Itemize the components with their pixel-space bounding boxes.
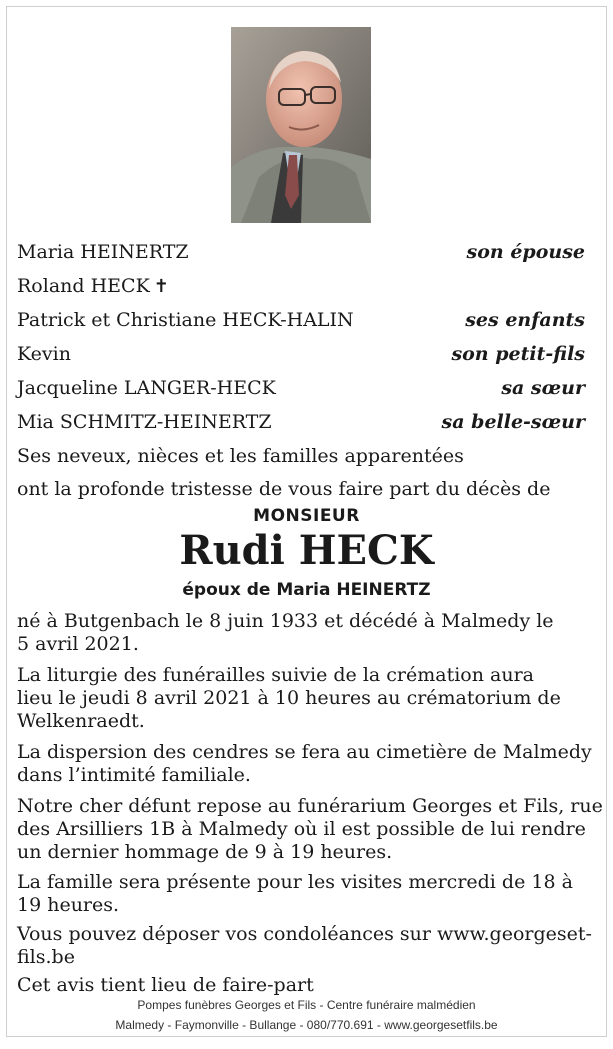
text-line: La dispersion des cendres se fera au cimetière de Malmedy (17, 741, 592, 763)
text-line: La liturgie des funérailles suivie de la crémation aura (17, 664, 534, 686)
paragraph-funeral (17, 664, 592, 733)
family-row (17, 307, 585, 333)
text-line: 5 avril 2021. (17, 633, 139, 655)
family-row (17, 239, 585, 265)
family-name: Roland HECK (17, 275, 150, 297)
intro-line: ont la profonde tristesse de vous faire part du décès de (17, 478, 551, 500)
family-relation: son petit-fils (451, 343, 585, 365)
paragraph-visits (17, 871, 592, 917)
deceased-name: Rudi HECK (179, 527, 434, 574)
family-relation: ses enfants (465, 309, 585, 331)
text-line: fils.be (17, 946, 75, 968)
family-row (17, 273, 585, 299)
family-name: Patrick et Christiane HECK-HALIN (17, 309, 354, 331)
text-line: un dernier hommage de 9 à 19 heures. (17, 841, 393, 863)
family-relation: son épouse (466, 241, 585, 263)
family-relation: sa belle-sœur (441, 411, 585, 433)
paragraph-condolences (17, 923, 592, 969)
text-line: dans l’intimité familiale. (17, 764, 251, 786)
family-name: Maria HEINERTZ (17, 241, 189, 263)
paragraph-ashes (17, 741, 592, 787)
family-name: Jacqueline LANGER-HECK (17, 377, 276, 399)
paragraph-notice (17, 974, 592, 997)
text-line: La famille sera présente pour les visites mercredi de 18 à (17, 871, 573, 893)
family-relation: sa sœur (501, 377, 585, 399)
deceased-title: MONSIEUR (253, 506, 360, 526)
family-name: Mia SCHMITZ-HEINERTZ (17, 411, 272, 433)
intro-text (17, 444, 587, 501)
paragraph-funeral-home (17, 795, 603, 864)
obituary-notice (6, 6, 607, 1037)
cross-icon: ✝ (153, 276, 169, 297)
intro-line: Ses neveux, nièces et les familles apparentées (17, 445, 464, 467)
portrait-photo (231, 27, 371, 223)
footer-line-1: Pompes funèbres Georges et Fils - Centre funéraire malmédien (137, 998, 476, 1012)
footer-line-2: Malmedy - Faymonville - Bullange - 080/770.691 - www.georgesetfils.be (115, 1018, 498, 1032)
text-line: des Arsilliers 1B à Malmedy où il est possible de lui rendre (17, 818, 586, 840)
text-line: Vous pouvez déposer vos condoléances sur www.georgeset- (17, 923, 592, 945)
deceased-spouse: époux de Maria HEINERTZ (182, 580, 431, 600)
family-row (17, 341, 585, 367)
text-line: 19 heures. (17, 894, 120, 916)
family-row (17, 409, 585, 435)
text-line: Notre cher défunt repose au funérarium Georges et Fils, rue (17, 795, 603, 817)
text-line: lieu le jeudi 8 avril 2021 à 10 heures au crématorium de (17, 687, 561, 709)
text-line: Cet avis tient lieu de faire-part (17, 974, 314, 996)
paragraph-birth-death (17, 610, 592, 656)
text-line: Welkenraedt. (17, 710, 145, 732)
family-name: Kevin (17, 343, 71, 365)
family-row (17, 375, 585, 401)
text-line: né à Butgenbach le 8 juin 1933 et décédé à Malmedy le (17, 610, 554, 632)
